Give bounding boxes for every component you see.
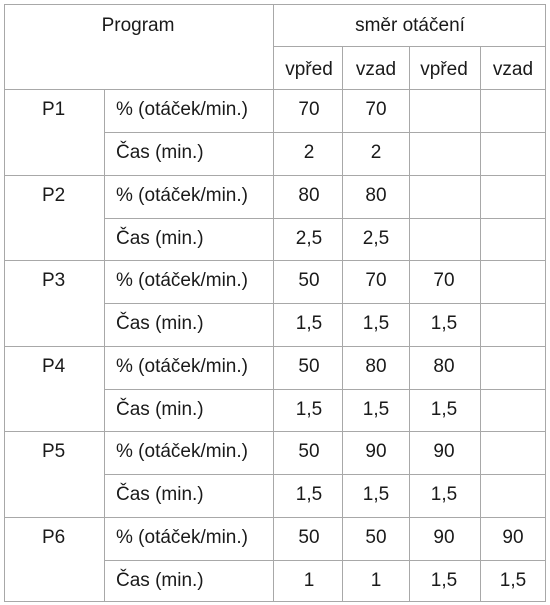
grid-line xyxy=(4,431,545,432)
program-id: P2 xyxy=(42,184,66,206)
time-value: 1,5 xyxy=(430,313,458,334)
grid-line xyxy=(4,517,545,518)
program-id: P3 xyxy=(42,270,66,291)
speed-value: 70 xyxy=(365,99,387,120)
time-value: 1,5 xyxy=(295,398,323,420)
time-value: 1,5 xyxy=(362,398,390,420)
time-value: 1,5 xyxy=(499,569,527,591)
time-label: Čas (min.) xyxy=(116,569,204,591)
header-direction: směr otáčení xyxy=(355,15,465,36)
table-border-top xyxy=(4,4,545,5)
speed-value: 50 xyxy=(298,441,320,462)
program-id: P4 xyxy=(42,355,66,377)
time-label: Čas (min.) xyxy=(116,398,204,420)
header-col-4: vzad xyxy=(492,59,534,80)
speed-value: 80 xyxy=(433,355,455,377)
speed-value: 70 xyxy=(298,99,320,120)
header-col-1: vpřed xyxy=(285,59,333,80)
time-value: 1,5 xyxy=(295,313,323,334)
time-label: Čas (min.) xyxy=(116,142,204,163)
header-program: Program xyxy=(101,15,175,36)
grid-line xyxy=(4,89,545,90)
grid-line xyxy=(4,346,545,347)
grid-line xyxy=(104,560,545,561)
time-value: 1 xyxy=(303,569,315,591)
speed-value: 80 xyxy=(365,355,387,377)
time-value: 1,5 xyxy=(362,313,390,334)
time-label: Čas (min.) xyxy=(116,227,204,249)
grid-line xyxy=(104,303,545,304)
grid-line xyxy=(4,175,545,176)
speed-value: 90 xyxy=(365,441,387,462)
time-value: 1,5 xyxy=(295,484,323,505)
time-value: 2 xyxy=(370,142,382,163)
program-id: P5 xyxy=(42,441,66,462)
program-id: P1 xyxy=(42,99,66,120)
speed-value: 90 xyxy=(433,526,455,548)
speed-label: % (otáček/min.) xyxy=(116,355,248,377)
table-border-bottom xyxy=(4,601,546,602)
time-label: Čas (min.) xyxy=(116,313,204,334)
speed-value: 80 xyxy=(365,184,387,206)
grid-line xyxy=(342,46,343,601)
grid-line xyxy=(4,260,545,261)
header-col-3: vpřed xyxy=(420,59,468,80)
grid-line xyxy=(409,46,410,601)
speed-value: 70 xyxy=(433,270,455,291)
speed-value: 50 xyxy=(298,270,320,291)
speed-value: 50 xyxy=(365,526,387,548)
speed-label: % (otáček/min.) xyxy=(116,270,248,291)
speed-label: % (otáček/min.) xyxy=(116,99,248,120)
time-value: 1 xyxy=(370,569,382,591)
time-value: 2,5 xyxy=(295,227,323,249)
grid-line xyxy=(104,218,545,219)
grid-line xyxy=(104,132,545,133)
time-value: 1,5 xyxy=(430,484,458,505)
speed-value: 50 xyxy=(298,355,320,377)
header-col-2: vzad xyxy=(355,59,397,80)
grid-line xyxy=(480,46,481,601)
time-value: 1,5 xyxy=(430,398,458,420)
grid-line xyxy=(104,389,545,390)
time-value: 2,5 xyxy=(362,227,390,249)
time-value: 1,5 xyxy=(362,484,390,505)
speed-value: 90 xyxy=(502,526,524,548)
table-border-left xyxy=(4,4,5,601)
table-border-right xyxy=(545,4,546,602)
time-value: 1,5 xyxy=(430,569,458,591)
speed-value: 80 xyxy=(298,184,320,206)
grid-line xyxy=(104,474,545,475)
speed-label: % (otáček/min.) xyxy=(116,184,248,206)
time-label: Čas (min.) xyxy=(116,484,204,505)
speed-value: 70 xyxy=(365,270,387,291)
program-id: P6 xyxy=(42,526,66,548)
speed-label: % (otáček/min.) xyxy=(116,441,248,462)
speed-value: 90 xyxy=(433,441,455,462)
time-value: 2 xyxy=(303,142,315,163)
speed-value: 50 xyxy=(298,526,320,548)
speed-label: % (otáček/min.) xyxy=(116,526,248,548)
